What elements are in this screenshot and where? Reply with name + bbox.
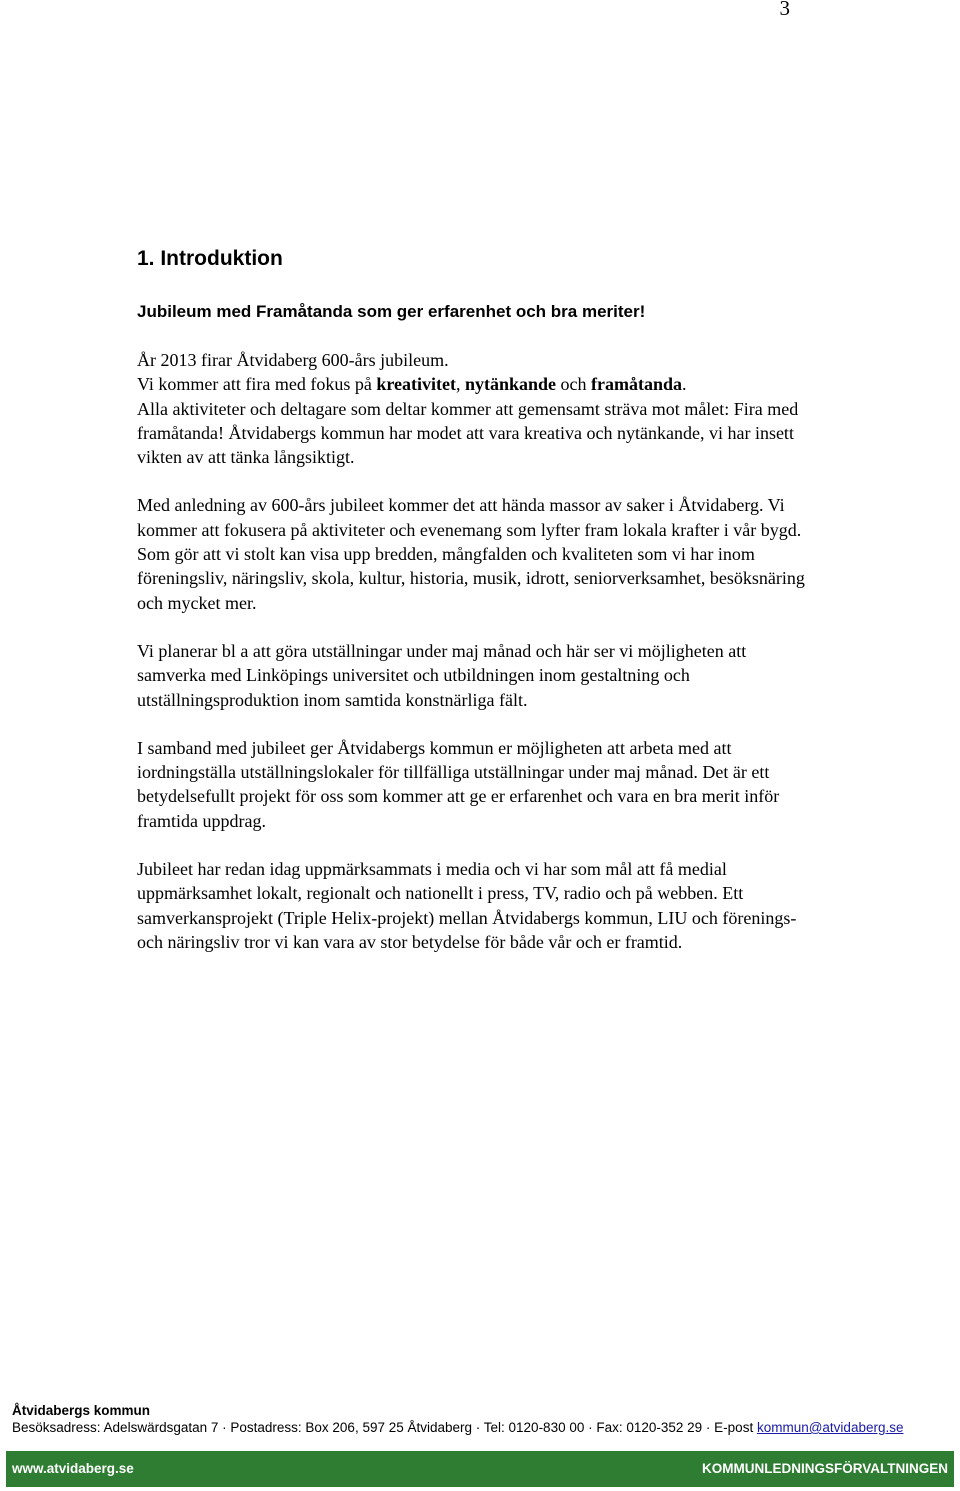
footer-website[interactable]: www.atvidaberg.se	[12, 1461, 134, 1476]
keyword-kreativitet: kreativitet	[376, 374, 456, 395]
keyword-framatanda: framåtanda	[591, 374, 683, 395]
paragraph-media: Jubileet har redan idag uppmärksammats i media och vi har som mål att få medial uppmärksamhet lokalt, regionalt och nationellt i press, TV, radio och på webben. Ett samverkansprojekt (Triple Helix-projekt) mellan Åtvidabergs kommun, LIU och förenings- och näringsliv tror vi kan vara av stor betydelse för både vår och er framtid.	[137, 859, 797, 952]
intro-separator-2: och	[556, 374, 592, 395]
section-subtitle: Jubileum med Framåtanda som ger erfarenhet och bra meriter!	[137, 302, 646, 321]
intro-line-2-end: .	[682, 374, 687, 395]
footer-org-name: Åtvidabergs kommun	[12, 1403, 151, 1418]
paragraph-events: Med anledning av 600-års jubileet kommer det att hända massor av saker i Åtvidaberg. Vi kommer att fokusera på aktiviteter och evenemang som lyfter fram lokala krafter i vår bygd. Som gör att vi stolt kan visa upp bredden, mångfalden och kvaliteten som vi har inom föreningsliv, näringsliv, skola, kultur, historia, musik, idrott, seniorverksamhet, besöksnäring och mycket mer.	[137, 495, 805, 613]
footer-address	[12, 1420, 903, 1435]
document-body	[137, 244, 817, 978]
footer-email-link[interactable]: kommun@atvidaberg.se	[756, 1420, 904, 1435]
footer-department: KOMMUNLEDNINGSFÖRVALTNINGEN	[702, 1461, 948, 1476]
keyword-nytankande: nytänkande	[465, 374, 557, 395]
intro-separator-1: ,	[456, 374, 465, 395]
intro-line-1: År 2013 firar Åtvidaberg 600-års jubileum.	[137, 350, 449, 370]
footer-bar	[6, 1451, 954, 1487]
footer-address-text: Besöksadress: Adelswärdsgatan 7 · Postadress: Box 206, 597 25 Åtvidaberg · Tel: 0120-830 00 · Fax: 0120-352 29 · E-post	[12, 1420, 757, 1435]
intro-rest: Alla aktiviteter och deltagare som deltar kommer att gemensamt sträva mot målet: Fira med framåtanda! Åtvidabergs kommun har modet att vara kreativa och nytänkande, vi har insett vikten av att tänka långsiktigt.	[137, 398, 799, 468]
paragraph-intro	[137, 348, 817, 469]
section-heading: 1. Introduktion	[137, 247, 283, 270]
intro-line-2-prefix: Vi kommer att fira med fokus på	[137, 374, 377, 395]
paragraph-opportunity: I samband med jubileet ger Åtvidabergs kommun er möjligheten att arbeta med att iordningställa utställningslokaler för tillfälliga utställningar under maj månad. Det är ett betydelsefullt projekt för oss som kommer att ge er erfarenhet och vara en bra merit inför framtida uppdrag.	[137, 737, 780, 831]
page-number: 3	[779, 0, 790, 20]
paragraph-exhibitions: Vi planerar bl a att göra utställningar under maj månad och här ser vi möjligheten att samverka med Linköpings universitet och utbildningen inom gestaltning och utställningsproduktion inom samtida konstnärliga fält.	[137, 640, 747, 710]
